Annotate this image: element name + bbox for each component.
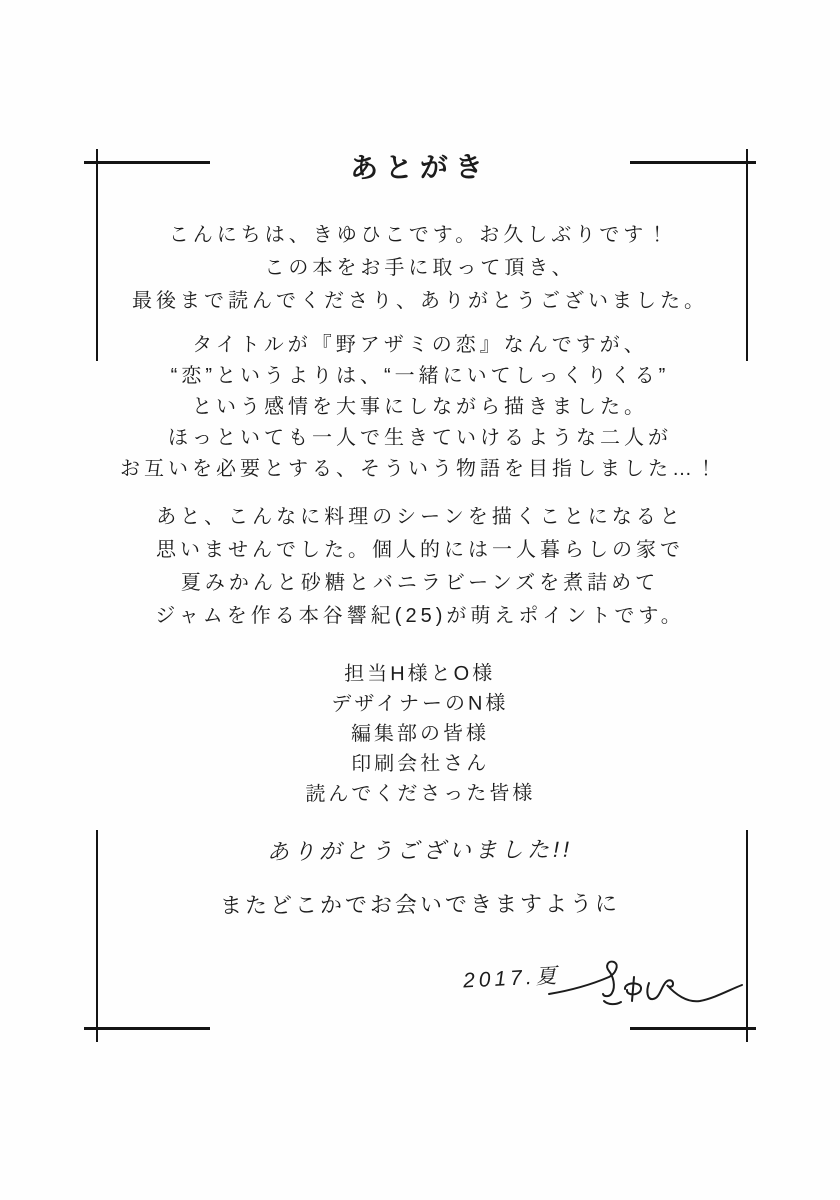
credit-item: 印刷会社さん xyxy=(351,752,490,776)
paragraph-line: ジャムを作る本谷響紀(25)が萌えポイントです。 xyxy=(155,605,685,627)
thanks-line: ありがとうございました!! xyxy=(266,836,574,865)
crop-mark-bottom-left-horizontal xyxy=(84,1027,210,1030)
paragraph-line: ほっといても一人で生きていけるような二人が xyxy=(168,427,672,449)
paragraph-line: お互いを必要とする、そういう物語を目指しました…！ xyxy=(120,458,720,480)
paragraph-line: タイトルが『野アザミの恋』なんですが、 xyxy=(192,334,648,356)
credits-list xyxy=(0,657,840,811)
credit-item: 編集部の皆様 xyxy=(350,722,490,746)
credit-item: デザイナーのN様 xyxy=(331,692,509,716)
paragraph-line: という感情を大事にしながら描きました。 xyxy=(192,396,648,418)
paragraph-title-comment xyxy=(0,330,840,485)
credit-item: 担当H様とO様 xyxy=(344,662,496,686)
credit-item: 読んでくださった皆様 xyxy=(305,782,536,806)
signature-row xyxy=(0,948,760,1008)
signature-date: 2017.夏 xyxy=(462,964,562,993)
paragraph-line: この本をお手に取って頂き、 xyxy=(264,257,576,279)
closing-line: またどこかでお会いできますように xyxy=(219,890,621,919)
paragraph-line: あと、こんなに料理のシーンを描くことになると xyxy=(156,506,684,528)
paragraph-greeting xyxy=(0,219,840,318)
paragraph-line: 夏みかんと砂糖とバニラビーンズを煮詰めて xyxy=(180,572,660,594)
crop-mark-bottom-right-horizontal xyxy=(630,1027,756,1030)
signature-scribble xyxy=(545,942,745,1017)
page-title: あとがき xyxy=(349,151,491,184)
paragraph-line: 最後まで読んでくださり、ありがとうございました。 xyxy=(132,290,708,312)
paragraph-line: 思いませんでした。個人的には一人暮らしの家で xyxy=(156,539,684,561)
paragraph-line: こんにちは、きゆひこです。お久しぶりです！ xyxy=(168,224,672,246)
paragraph-line: “恋”というよりは、“一緒にいてしっくりくる” xyxy=(170,365,670,387)
paragraph-cooking-comment xyxy=(0,501,840,633)
